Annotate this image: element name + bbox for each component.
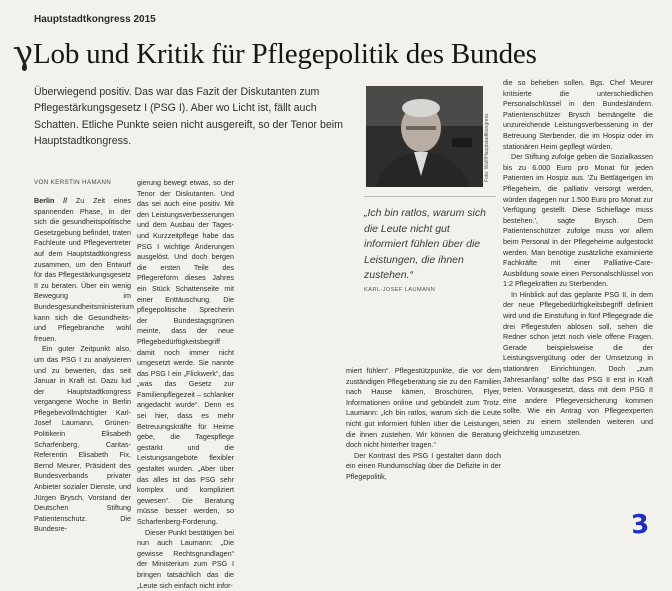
paragraph: Der Kontrast des PSG I gestaltet dann doch ein einen Rundumschlag über die Defizite in der Pflegepolitik,: [346, 450, 501, 481]
portrait-image: [366, 86, 483, 187]
text-column-3: [346, 366, 501, 541]
pull-quote-text: „Ich bin ratlos, warum sich die Leute nicht gut informiert fühlen über die Leistungen, die ihnen zustehen.“: [364, 207, 486, 281]
pull-quote: [364, 206, 496, 293]
divider: [364, 196, 496, 197]
text-column-4: [503, 78, 653, 541]
section-kicker: Hauptstadtkongress 2015: [34, 14, 156, 25]
pull-quote-author: KARL-JOSEF LAUMANN: [364, 286, 436, 293]
portrait-photo: [366, 86, 483, 187]
article-headline: Lob und Kritik für Pflegepolitik des Bundes: [33, 38, 537, 70]
paragraph: [34, 196, 134, 344]
handwritten-mark: γ: [10, 32, 36, 74]
article-lead: Überwiegend positiv. Das war das Fazit der Diskutanten zum Pflegestärkungsgesetz I (PSG I). Aber wo Licht ist, fällt auch Schatten. Etliche Punkte seien nicht ausgereift, so der Tenor beim Hauptstadtkongress.: [34, 86, 343, 147]
handwritten-page-number: 3: [629, 509, 651, 541]
text-column-1: [34, 196, 134, 541]
dateline: Berlin //: [34, 196, 68, 205]
photo-credit: Foto: Wolf/Hauptstadtkongress: [484, 113, 490, 182]
paragraph: In Hinblick auf das geplante PSG II, in dem der neue Pflegebedürftigkeitsbegriff definiert wird und die Einstufung in fünf Pflegegrade die drei Pflegestufen ablösen soll, sehen die Redner schon jetzt noch viele offene Fragen. Gerade beispielsweise die der Leistungsvergütung oder der Umsetzung in stationären Einrichtungen. Doch „zum Jahresanfang“ sollte das PSG II erst in Kraft treten. Vorausgesetzt, dass mit dem PSG II eine andere Pflegeversicherung kommen sollte. Wie ein Antrag von Pflegeexperten seien zu einem stellenden weiteren und gleichzeitig umzusetzen.: [503, 289, 653, 437]
paragraph: Ein guter Zeitpunkt also, um das PSG I zu analysieren und zu bewerten, das seit Januar in Kraft ist. Dazu lud der Hauptstadtkongress vergangene Woche in Berlin Pflegebevollmächtigter Karl-Josef Laumann, Grünen-Politikerin Elisabeth Scharfenberg, Caritas-Referentin Elisabeth Fix, Bernd Meurer, Präsident des Bundesverbands privater Anbieter sozialer Dienste, und Jürgen Brysch, Vorstand der Deutschen Stiftung Patientenschutz. Die Bundesre-: [34, 344, 131, 534]
text-column-2: [137, 178, 234, 590]
paragraph: Dieser Punkt bestätigen bei nun auch Laumann: „Die gewisse Rechtsgrundlagen“ der Ministerium zum PSG I bringen tatsächlich das die „Leute sich einfach nicht infor-: [137, 527, 234, 590]
paragraph-text: Zu Zeit eines spannenden Phase, in der sich die gesundheitspolitische Gesetzgebung befindet, traten Fachleute und Pflegevertreter auf dem Hauptstadtkongress zusammen, um den Entwurf für das Pflegestärkungsgesetz II zu beraten. Über ein wenig Bewegung im Bundesgesundheitsministerium kann sich die Gesundheits- und Pflegebranche wohl freuen.: [34, 196, 134, 343]
article-byline: VON KERSTIN HAMANN: [34, 179, 112, 186]
paragraph: gierung bewegt etwas, so der Tenor der Diskutanten. Und das sei auch eine positiv. Mit den Leistungsverbesserungen und dem Ausbau der Tages- und Kurzzeitpflege habe das PSG I wichtige Änderungen ausgelöst. Und doch bergen die ersten Teile des Pflegereform dieses Jahres ein Stück Schattenseite mit einer Enttäuschung. Die pflegepolitische Sprecherin der Bundestagsgrünen meinte, dass der neue Pflegebedürftigkeitsbegriff damit noch immer nicht umgesetzt werde. Sie nannte das PSG I ein „Flickwerk“, das „was das Gesetz zur Familienpflegezeit – schlanker angedacht wurde“. Denn es sei hier, dass es mehr Betreuungskräfte für Heime gebe, die Tagespflege gestärkt und die Leistungsangebote flexibler gestaltet wurden. „Aber über das alles ist das PSG sehr komplex und kompliziert gewesen“. Die Beratung müsse besser werden, so Scharfenberg-Forderung.: [137, 178, 234, 526]
paragraph: miert fühlen“. Pflegestützpunkte, die vor dem zuständigen Pflegeberatung sie zu den Familien nach Hause kämen, Broschüren, Flyer, Informationen online und gebündelt zum Trotz. Laumann: „Ich bin ratlos, warum sich die Leute nicht gut informiert fühlen über die Leistungen, die ihnen zustehen. Wir können die Beratung doch nicht hinterher tragen.“: [346, 366, 501, 450]
paragraph: die so beheben sollen. Bgs. Chef Meurer kritisierte die unterschiedlichen Personalschlüssel in den Bundesländern. Patientenschützer Brysch bemängelte die unzureichende Leistungsverbesserung in der Betreuung Sterbender, die im Hospiz oder im stationären Heim gepflegt würden.: [503, 78, 653, 151]
paragraph: Der Stiftung zufolge geben die Sozialkassen bis zu 6.000 Euro pro Monat für jeden Patienten im Hospiz aus. 'Zu Bettlägerigen im Pflegeheim, die palliativ versorgt werden, würden dagegen nur 1.500 Euro pro Monat zur Verfügung gestellt. Diese Schieflage muss bestehen.', sagte Brysch. Dem Patientenschützer zufolge muss vor allem beim Personal in der Pflegeheime aufgestockt werden. Man benötige zusätzliche examinierte Fachkräfte mit einer Palliative-Care-Ausbildung sowie einen Personalschlüssel von 1:2 Pflegekräften zu Sterbenden.: [503, 152, 653, 289]
